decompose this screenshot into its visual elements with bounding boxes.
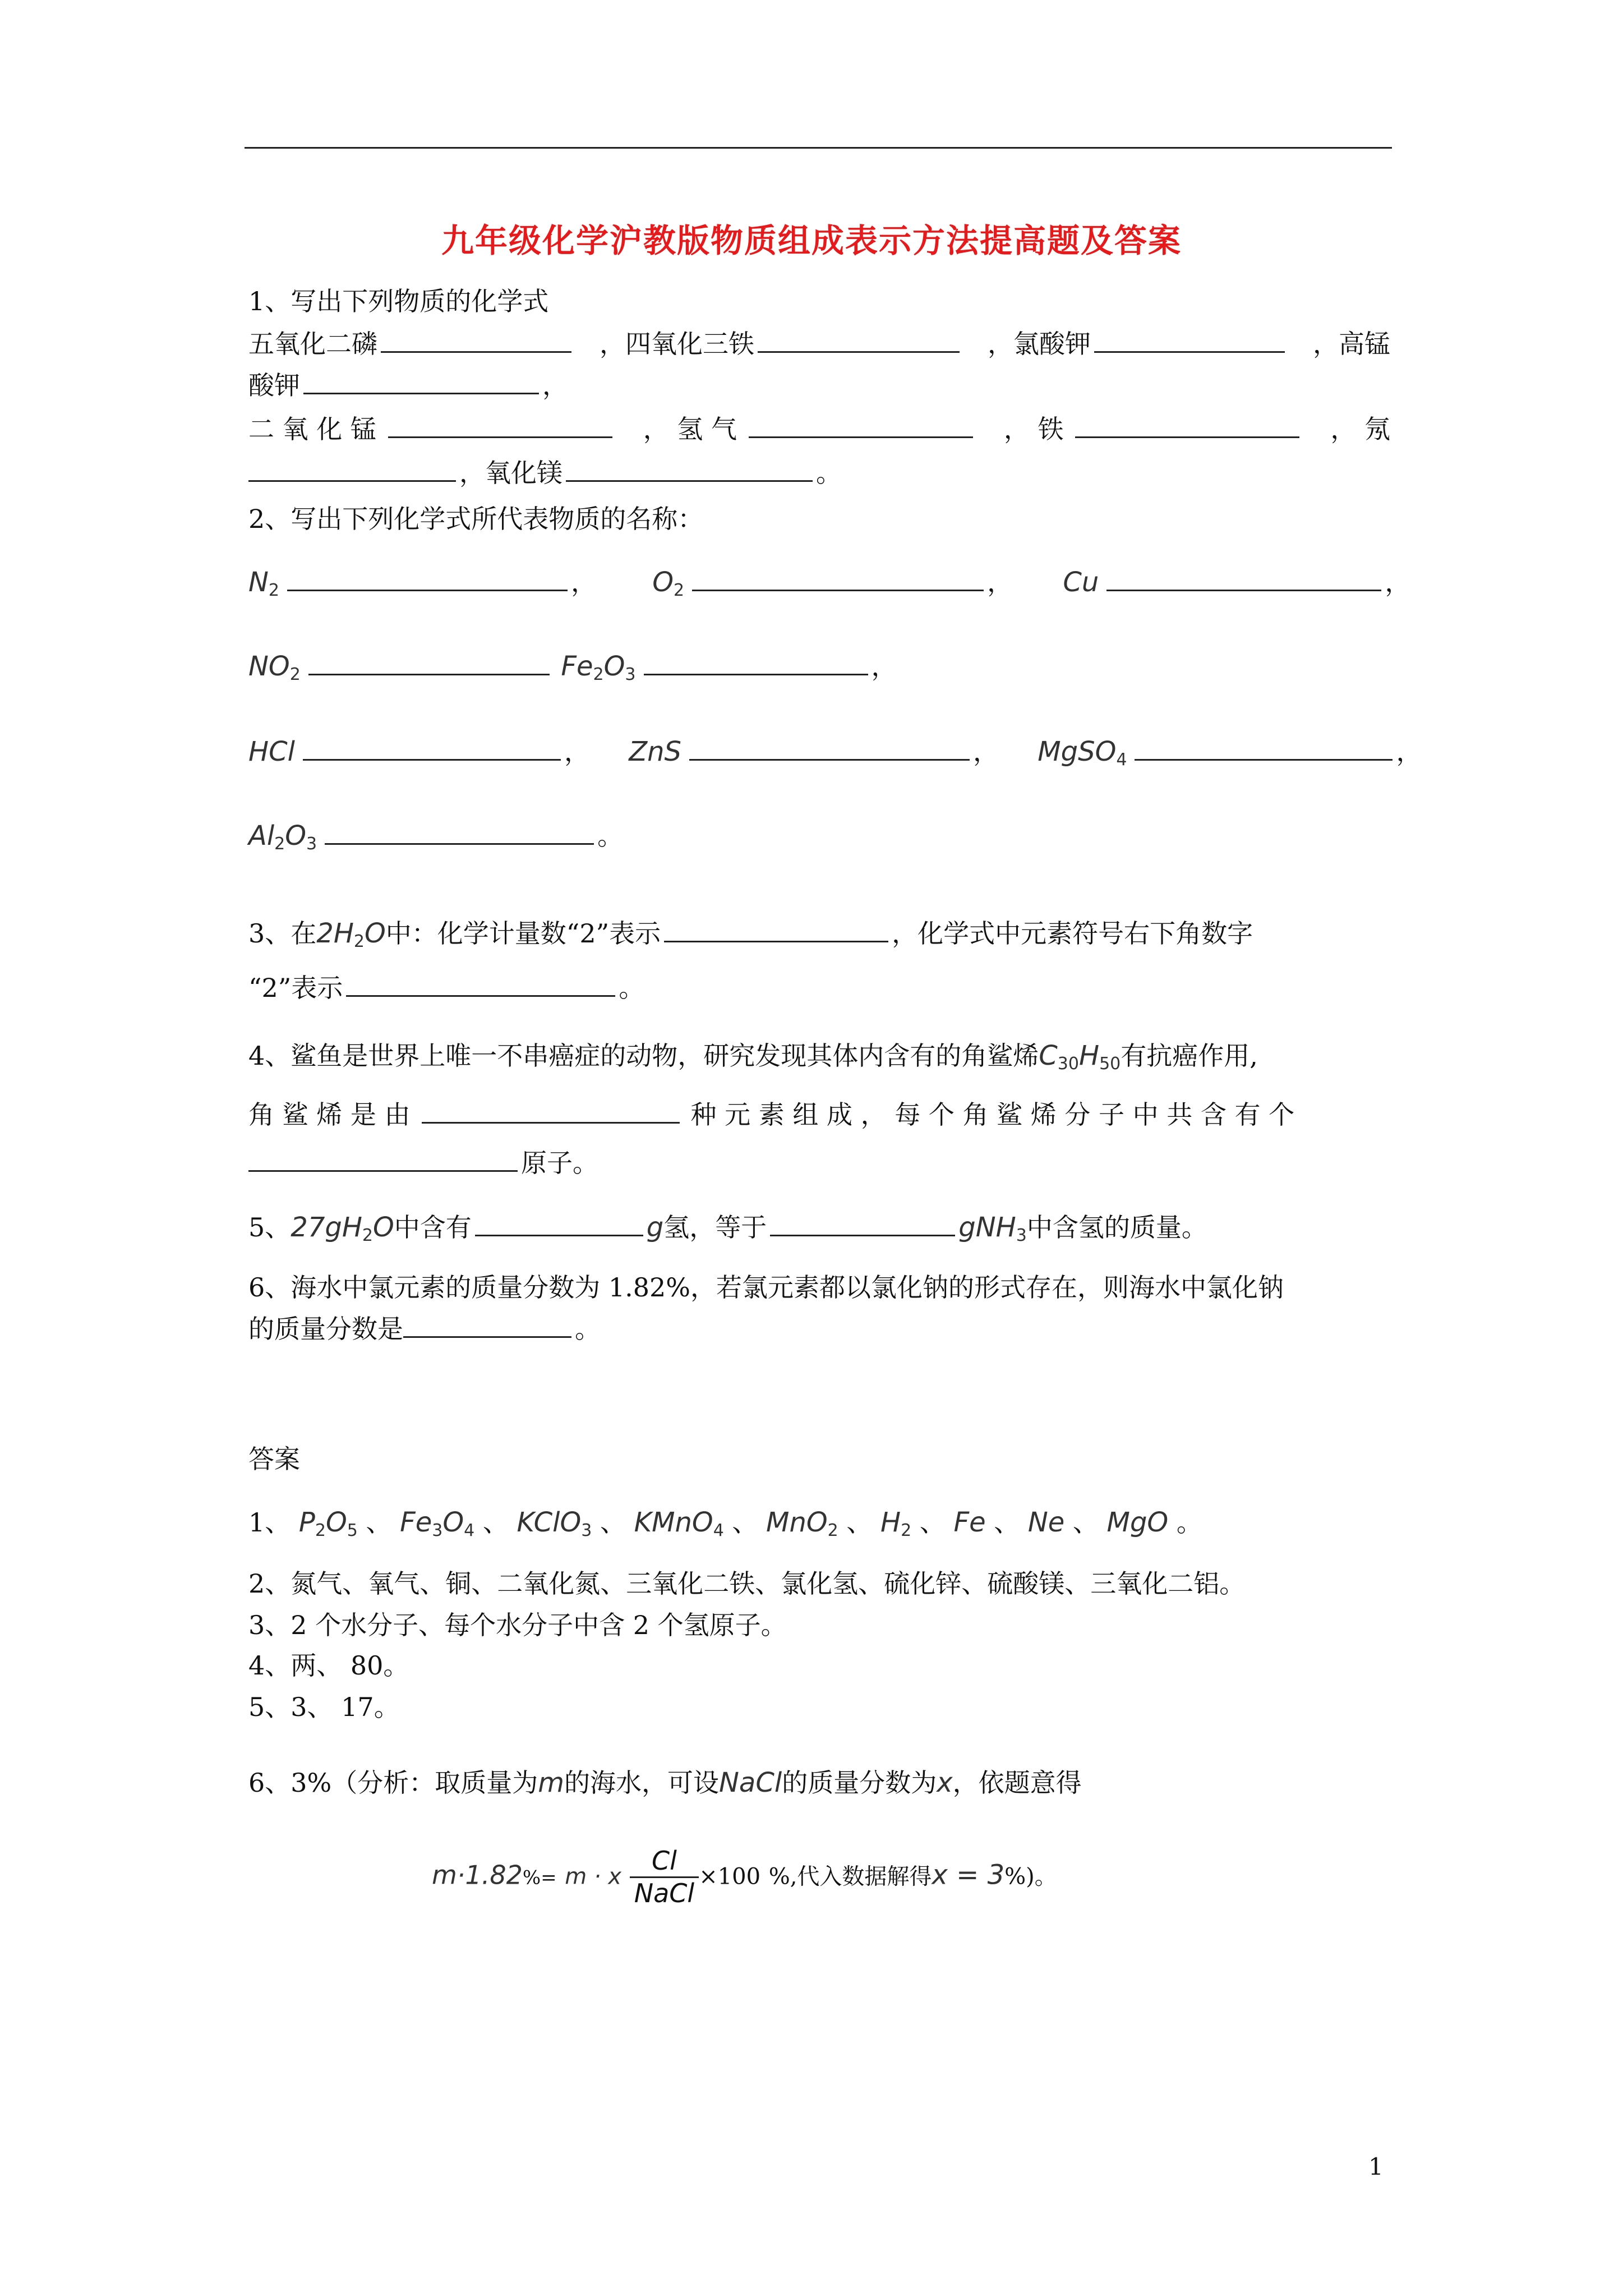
answer-blank[interactable] <box>689 737 970 761</box>
answer-blank[interactable] <box>664 918 888 942</box>
answer-blank[interactable] <box>325 821 594 845</box>
answer-blank[interactable] <box>1135 737 1393 761</box>
answer-1: 1、 $P_2O_5$ 、 $Fe_3O_4$ 、 KClO$_3$ 、 KMnO$_4$ 、 MnO$_2$ 、 $H_2$ 、 Fe 、 Ne 、 MgO 。 <box>248 1507 1202 1540</box>
answer-blank[interactable] <box>346 973 615 997</box>
answer-blank[interactable] <box>692 567 984 591</box>
formula-KClO3: KClO$_3$ <box>517 1507 592 1540</box>
q6-row-2: 的质量分数是 。 <box>248 1314 601 1344</box>
formula-P2O5: $P_2O_5$ <box>298 1507 358 1540</box>
answer-blank[interactable] <box>475 1212 643 1236</box>
formula-ZnS: ZnS <box>629 736 681 767</box>
q6-row-1: 6、海水中氯元素的质量分数为 1.82%，若氯元素都以氯化钠的形式存在，则海水中氯化钠 <box>248 1272 1284 1303</box>
q4-row-3: 原子。 <box>248 1148 598 1179</box>
answer-blank[interactable] <box>403 1314 571 1338</box>
q2-heading: 2、写出下列化学式所代表物质的名称： <box>248 504 704 534</box>
answer-blank[interactable] <box>770 1212 955 1236</box>
page-title: 九年级化学沪教版物质组成表示方法提高题及答案 <box>441 222 1182 260</box>
formula-KMnO4: KMnO$_4$ <box>634 1507 724 1540</box>
q1-heading: 1、写出下列物质的化学式 <box>248 286 549 316</box>
formula-gNH3: gNH$_3$ <box>958 1212 1027 1245</box>
answer-5: 5、3、 17。 <box>248 1692 400 1722</box>
formula-Al2O3: $Al_2O_3$ <box>248 820 317 854</box>
answer-2: 2、氮气、氧气、铜、二氧化氮、三氧化二铁、氯化氢、硫化锌、硫酸镁、三氧化二铝。 <box>248 1568 1246 1599</box>
answer-blank[interactable] <box>248 1148 518 1172</box>
page-number: 1 <box>1368 2153 1384 2180</box>
answer-blank[interactable] <box>1094 329 1285 353</box>
equation: m·1.82%= m · x $\frac{Cl}{\text{NaCl}}$ ×100 %,代入数据解得x = 3%)。 <box>432 1846 1057 1909</box>
q2-row-2: $NO_2$ $Fe_2O_3$ ， <box>248 651 897 684</box>
q3-row-1: 3、在$2H_2O$中：化学计量数“2”表示 ，化学式中元素符号右下角数字 <box>248 918 1253 951</box>
header-rule <box>245 147 1392 149</box>
formula-H2: $H_2$ <box>880 1507 912 1540</box>
formula-Fe: Fe <box>953 1507 986 1538</box>
fraction-cl-nacl: $\frac{Cl}{\text{NaCl}}$ <box>630 1846 699 1909</box>
answer-6: 6、3%（分析：取质量为m的海水，可设NaCl的质量分数为x，依题意得 <box>248 1767 1082 1798</box>
answer-blank[interactable] <box>644 651 868 675</box>
answer-blank[interactable] <box>303 370 539 394</box>
q2-row-4: $Al_2O_3$ 。 <box>248 820 624 854</box>
answer-blank[interactable] <box>287 567 568 591</box>
answer-blank[interactable] <box>1106 567 1381 591</box>
q1-row-2: 酸钾 ， <box>248 370 568 401</box>
answer-3: 3、2 个水分子、每个水分子中含 2 个氢原子。 <box>248 1610 787 1640</box>
formula-Fe3O4: $Fe_3O_4$ <box>400 1507 475 1540</box>
answer-blank[interactable] <box>566 458 813 482</box>
answer-blank[interactable] <box>1075 414 1299 438</box>
formula-Fe2O3: $Fe_2O_3$ <box>561 651 636 684</box>
formula-MgO: MgO <box>1106 1507 1169 1538</box>
formula-C30H50: $C_{30}H_{50}$ <box>1039 1040 1121 1074</box>
formula-Cu: Cu <box>1063 567 1099 598</box>
q2-row-3: HCl ， ZnS ， MgSO$_4$ ， <box>248 736 1422 770</box>
formula-HCl: HCl <box>248 736 295 767</box>
q1-row-3: 二 氧 化 锰 ， 氢 气 ， 铁 ， 氖 <box>248 414 1390 444</box>
answer-blank[interactable] <box>248 458 456 482</box>
answer-blank[interactable] <box>381 329 571 353</box>
answer-4: 4、两、 80。 <box>248 1650 409 1681</box>
q5-row: 5、$27gH_2O$中含有 g氢，等于 gNH$_3$中含氢的质量。 <box>248 1212 1207 1245</box>
answer-blank[interactable] <box>749 414 973 438</box>
formula-2H2O: $2H_2O$ <box>316 918 386 951</box>
answer-blank[interactable] <box>303 737 561 761</box>
formula-MgSO4: MgSO$_4$ <box>1038 736 1127 770</box>
answer-blank[interactable] <box>308 651 550 675</box>
formula-NO2: $NO_2$ <box>248 651 301 684</box>
formula-N2: $N_2$ <box>248 567 279 600</box>
answers-heading: 答案 <box>248 1444 300 1474</box>
q2-row-1: $N_2$ ， $O_2$ ， Cu ， <box>248 567 1411 600</box>
formula-MnO2: MnO$_2$ <box>766 1507 838 1540</box>
answer-blank[interactable] <box>422 1099 680 1124</box>
answer-blank[interactable] <box>388 414 612 438</box>
formula-Ne: Ne <box>1027 1507 1065 1538</box>
q3-row-2: “2”表示 。 <box>248 973 645 1003</box>
formula-27gH2O: $27gH_2O$ <box>291 1212 394 1245</box>
q4-row-1: 4、鲨鱼是世界上唯一不串癌症的动物，研究发现其体内含有的角鲨烯$C_{30}H_{50}$有抗癌作用, <box>248 1040 1258 1074</box>
formula-O2: $O_2$ <box>652 567 685 600</box>
answer-blank[interactable] <box>758 329 960 353</box>
q4-row-2: 角 鲨 烯 是 由 种 元 素 组 成 ， 每 个 角 鲨 烯 分 子 中 共 含 有 个 <box>248 1099 1295 1130</box>
q1-row-4: ，氧化镁 。 <box>248 458 842 489</box>
q1-row-1: 五氧化二磷 ，四氧化三铁 ，氯酸钾 ，高锰 <box>248 329 1390 359</box>
